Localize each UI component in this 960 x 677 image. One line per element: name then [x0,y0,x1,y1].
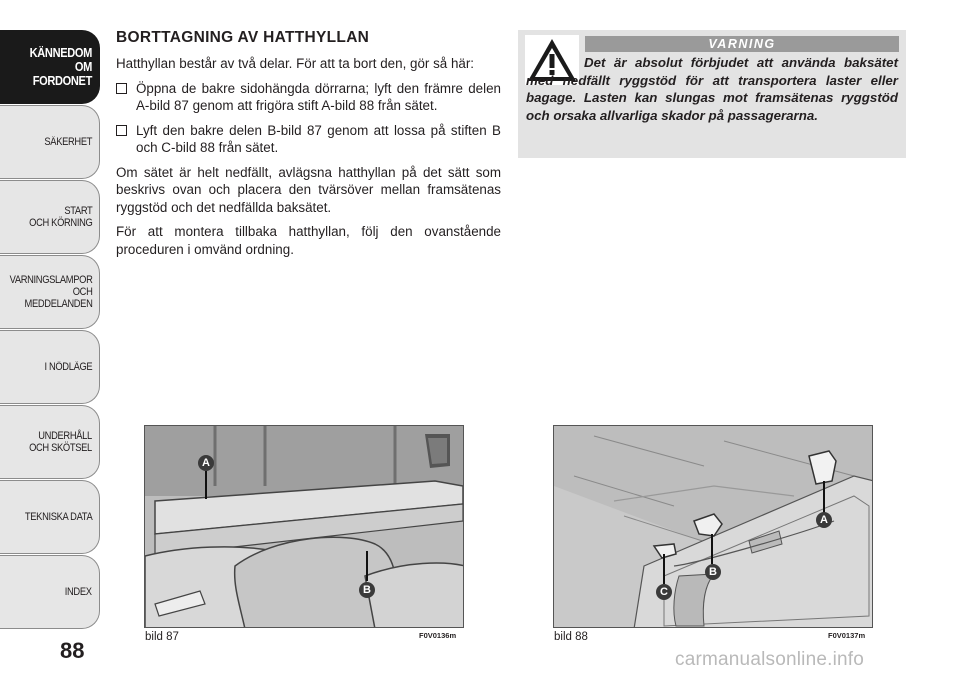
warning-box [518,30,906,158]
tab-label: START OCH KÖRNING [28,205,92,229]
paragraph: Om sätet är helt nedfällt, avlägsna hatthyllan på det sätt som beskrivs ovan och placera den tvärsöver mellan framsätenas ryggstöd och det nedfällda baksätet. [116,164,501,215]
tab-index[interactable] [0,555,100,629]
tab-label: TEKNISKA DATA [24,511,92,523]
tab-tekniska-data[interactable] [0,480,100,554]
list-item-text: Lyft den bakre delen B-bild 87 genom att lossa på stiften B och C-bild 88 från sätet. [136,122,501,155]
page-number: 88 [60,638,85,663]
tab-i-nodlage[interactable] [0,330,100,404]
callout-leader-line [823,481,825,513]
list-item [116,122,501,157]
callout-b: B [359,582,375,598]
figure-87-caption: bild 87 [145,631,179,643]
warning-text: Det är absolut förbjudet att använda baksätet med nedfällt ryggstöd för att transportera laster eller bagage. Lasten kan slungas mot framsätenas ryggstöd och orsaka allvarliga skador på passagerarna. [526,55,898,123]
checkbox-bullet-icon [116,125,127,136]
callout-a: A [198,455,214,471]
callout-leader-line [366,551,368,581]
figure-88-code: F0V0137m [828,631,866,640]
callout-leader-line [663,554,665,584]
callout-a: A [816,512,832,528]
tab-label: I NÖDLÄGE [44,361,92,373]
callout-c: C [656,584,672,600]
tab-sakerhet[interactable] [0,105,100,179]
callout-leader-line [711,534,713,564]
tab-label: INDEX [65,586,92,598]
tab-underhall-och-skotsel[interactable] [0,405,100,479]
tab-varningslampor[interactable] [0,255,100,329]
warning-title: VARNING [585,36,899,52]
section-heading: BORTTAGNING AV HATTHYLLAN [116,29,370,46]
article [116,29,501,265]
tab-kannedom-om-fordonet[interactable] [0,30,100,104]
callout-leader-line [205,471,207,499]
tab-label: KÄNNEDOM OM FORDONET [29,45,92,88]
figure-88-image [553,425,873,628]
checkbox-bullet-icon [116,83,127,94]
figure-88-caption: bild 88 [554,631,588,643]
figure-87-image [144,425,464,628]
figure-87-code: F0V0136m [419,631,457,640]
callout-b: B [705,564,721,580]
tab-label: UNDERHÅLL OCH SKÖTSEL [29,430,92,454]
list-item [116,80,501,115]
tab-label: SÄKERHET [44,136,92,148]
paragraph: För att montera tillbaka hatthyllan, följ den ovanstående proceduren i omvänd ordning. [116,224,501,257]
tab-start-och-korning[interactable] [0,180,100,254]
watermark: carmanualsonline.info [675,649,865,670]
intro-paragraph: Hatthyllan består av två delar. För att ta bort den, gör så här: [116,56,475,71]
list-item-text: Öppna de bakre sidohängda dörrarna; lyft den främre delen A-bild 87 genom att frigöra stift A-bild 88 från sätet. [136,80,501,113]
tab-label: VARNINGSLAMPOR OCH MEDDELANDEN [9,274,93,310]
